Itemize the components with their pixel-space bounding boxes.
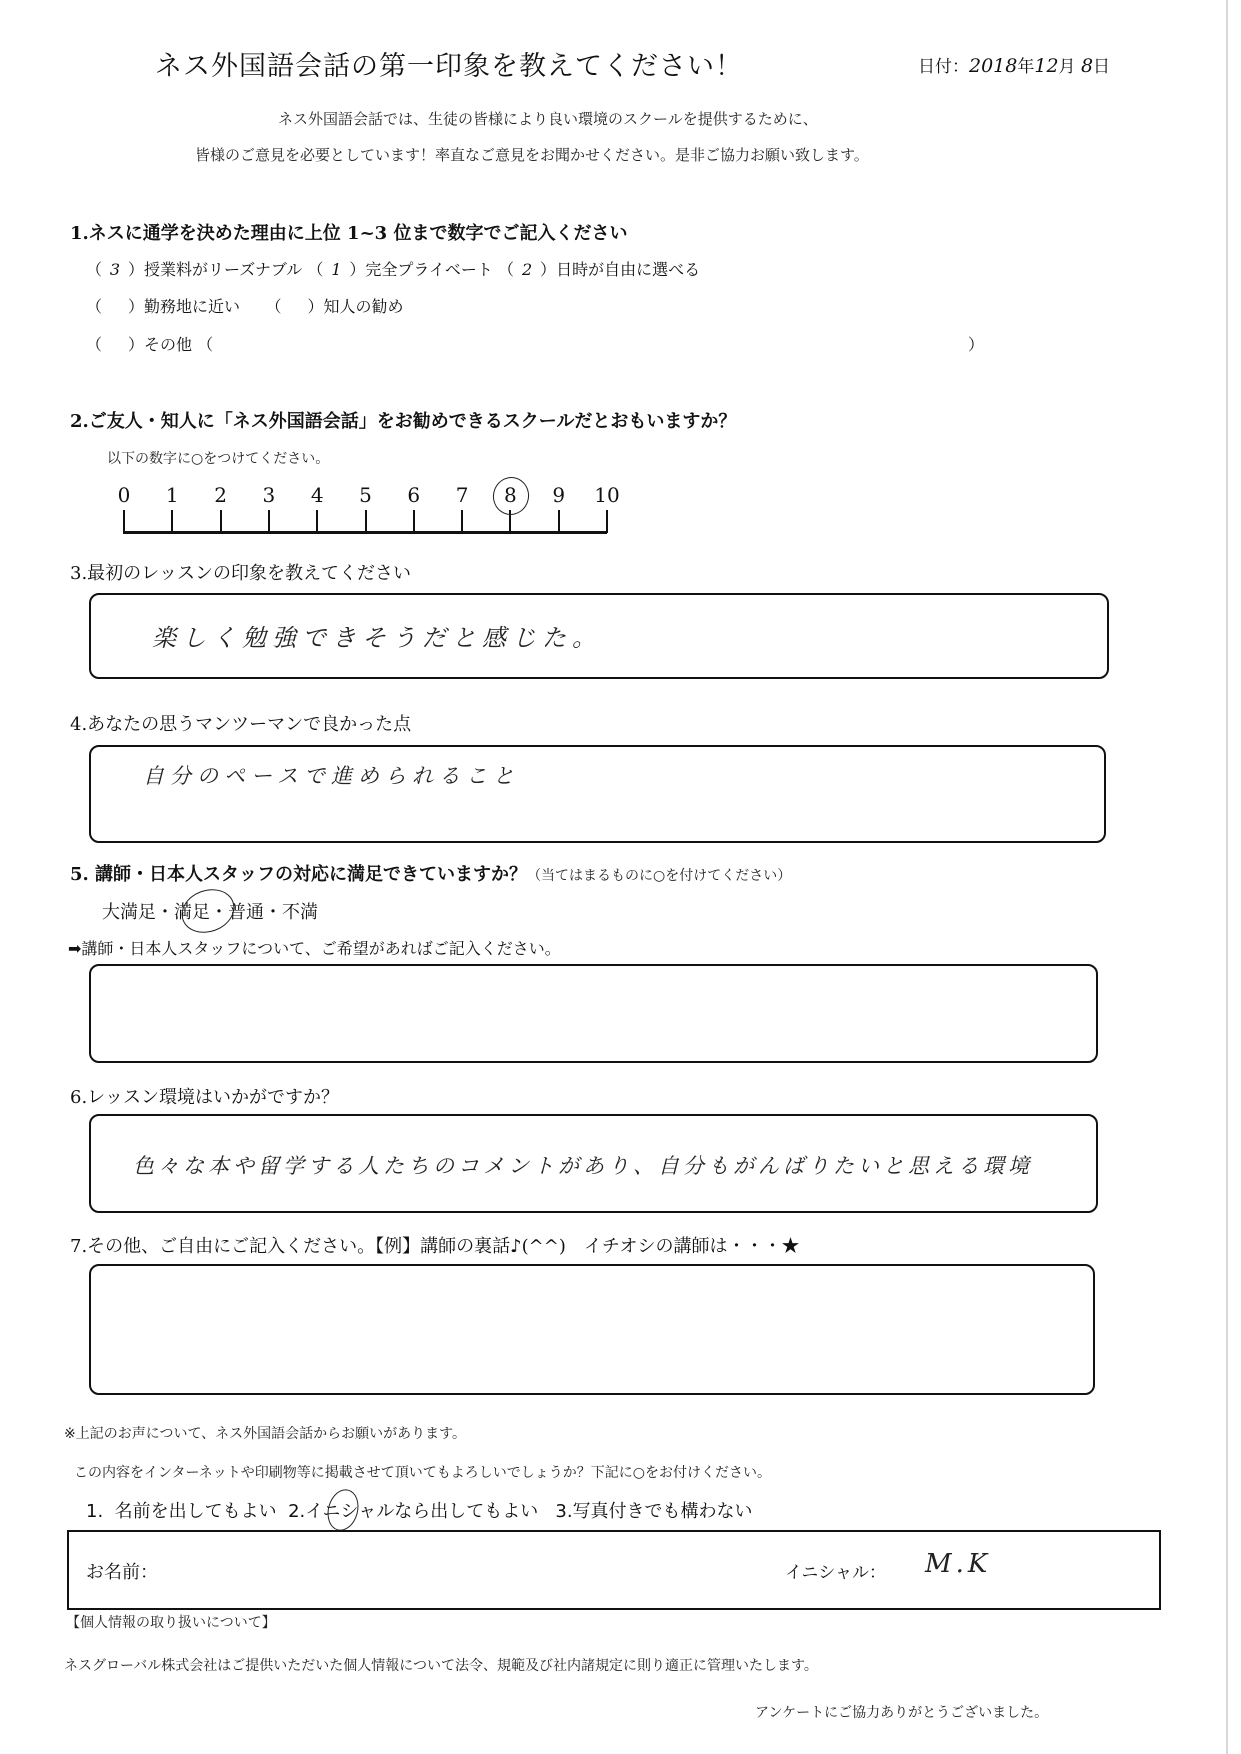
scale-tick — [606, 510, 608, 533]
scale-tick — [461, 510, 463, 533]
q5-choice-satisfied[interactable]: 満足 — [174, 902, 210, 923]
scale-number-0[interactable]: 0 — [117, 483, 131, 507]
scale-number-4[interactable]: 4 — [310, 483, 324, 507]
q6-title: 6.レッスン環境はいかがですか？ — [70, 1087, 339, 1108]
scale-number-10[interactable]: 10 — [594, 483, 620, 507]
q3-title: 3.最初のレッスンの印象を教えてください — [70, 563, 411, 584]
name-input[interactable] — [180, 1550, 680, 1584]
q5-title: 5. 講師・日本人スタッフの対応に満足できていますか？ — [70, 864, 528, 885]
q1-row-1 — [86, 257, 700, 280]
scale-number-9[interactable]: 9 — [552, 483, 566, 507]
q7-answer-box[interactable] — [89, 1264, 1095, 1395]
date-field[interactable] — [918, 52, 1110, 77]
scale-tick — [558, 510, 560, 533]
consent-selection-circle — [323, 1486, 363, 1534]
q1-title: 1.ネスに通学を決めた理由に上位 1~3 位まで数字でご記入ください — [70, 223, 628, 244]
q1-label-near-work: 勤務地に近い — [144, 297, 241, 316]
q1-label-other: その他 — [144, 335, 193, 354]
consent-option-num: 3. — [555, 1501, 573, 1522]
intro-line-2: 皆様のご意見を必要としています！率直なご意見をお聞かせください。是非ご協力お願い致します。 — [195, 146, 869, 164]
privacy-text: ネスグローバル株式会社はご提供いただいた個人情報について法令、規範及び社内諸規定に則り適正に管理いたします。 — [64, 1658, 818, 1674]
scale-tick — [171, 510, 173, 533]
q1-rank-reasonable[interactable]: 3 — [109, 260, 121, 279]
scale-number-8[interactable]: 8 — [504, 483, 517, 507]
q1-label-reasonable: 授業料がリーズナブル — [144, 260, 303, 279]
date-month-unit: 月 — [1058, 57, 1076, 77]
q5-note: （当てはまるものに○を付けてください） — [527, 868, 792, 884]
consent-options — [86, 1497, 753, 1523]
scan-edge-line — [1226, 0, 1228, 1754]
name-label: お名前： — [86, 1562, 158, 1583]
q1-rank-schedule[interactable]: 2 — [521, 260, 533, 279]
date-day-unit: 日 — [1093, 57, 1111, 77]
consent-option-label: イニシャルなら出してもよい — [305, 1501, 539, 1522]
q1-row-2 — [86, 294, 404, 317]
consent-option-num: 2. — [288, 1501, 306, 1522]
scale-tick — [220, 510, 222, 533]
scale-baseline — [123, 531, 607, 534]
q5-choice-dissatisfied[interactable]: 不満 — [282, 902, 318, 923]
consent-option-num: 1. — [86, 1501, 104, 1522]
scale-tick — [413, 510, 415, 533]
scale-tick — [268, 510, 270, 533]
scale-tick — [365, 510, 367, 533]
q5-followup-label: ➡講師・日本人スタッフについて、ご希望があればご記入ください。 — [68, 939, 561, 958]
q4-answer-text: 自分のペースで進められること — [143, 764, 520, 788]
consent-option-label: 名前を出してもよい — [114, 1501, 277, 1522]
page-title: ネス外国語会話の第一印象を教えてください！ — [155, 51, 743, 82]
q1-label-referral: 知人の勧め — [323, 297, 404, 316]
q3-answer-text: 楽しく勉強できそうだと感じた。 — [152, 624, 602, 652]
q5-selection-circle — [175, 882, 240, 940]
consent-option-photo[interactable] — [555, 1501, 752, 1522]
date-year: 2018 — [969, 55, 1018, 77]
scale-selection-circle — [490, 474, 533, 519]
q5-followup-box[interactable] — [89, 964, 1098, 1063]
q1-option-other[interactable]: （ ）その他 （ — [86, 335, 214, 354]
q4-title: 4.あなたの思うマンツーマンで良かった点 — [70, 714, 412, 735]
scale-number-6[interactable]: 6 — [407, 483, 421, 507]
thanks-message: アンケートにご協力ありがとうございました。 — [755, 1705, 1049, 1721]
scale-tick — [123, 510, 125, 533]
separator: ・ — [264, 902, 282, 923]
q2-title: 2.ご友人・知人に「ネス外国語会話」をお勧めできるスクールだとおもいますか？ — [70, 411, 737, 432]
intro-line-1: ネス外国語会話では、生徒の皆様により良い環境のスクールを提供するために、 — [278, 110, 818, 128]
date-label: 日付： — [918, 57, 969, 77]
initials-input[interactable]: M.K — [925, 1549, 992, 1579]
q1-other-close-paren: ） — [968, 335, 985, 354]
date-month: 12 — [1034, 55, 1059, 77]
scale-number-1[interactable]: 1 — [165, 483, 179, 507]
q1-rank-private[interactable]: 1 — [331, 260, 342, 279]
q1-option-schedule[interactable]: （ 2 ）日時が自由に選べる — [498, 260, 701, 279]
q1-other-input[interactable] — [215, 332, 955, 354]
scale-number-2[interactable]: 2 — [214, 483, 227, 507]
q6-answer-text: 色々な本や留学する人たちのコメントがあり、自分もがんばりたいと思える環境 — [133, 1154, 1033, 1178]
date-day: 8 — [1080, 55, 1094, 77]
scale-number-5[interactable]: 5 — [359, 483, 372, 507]
q1-option-near-work[interactable]: （ ）勤務地に近い — [86, 297, 241, 316]
separator: ・ — [156, 902, 174, 923]
consent-option-name[interactable] — [86, 1501, 277, 1522]
consent-option-initials[interactable] — [288, 1501, 538, 1522]
q5-choice-normal[interactable]: 普通 — [228, 902, 264, 923]
consent-option-label: 写真付きでも構わない — [572, 1501, 753, 1522]
scale-number-3[interactable]: 3 — [262, 483, 276, 507]
q1-row-3 — [86, 332, 213, 355]
q2-instruction: 以下の数字に○をつけてください。 — [107, 451, 330, 467]
date-year-unit: 年 — [1017, 57, 1035, 77]
q5-choice-very-satisfied[interactable]: 大満足 — [102, 902, 156, 923]
q1-option-reasonable[interactable]: （ 3 ）授業料がリーズナブル — [86, 260, 303, 279]
q1-option-private[interactable]: （ 1 ）完全プライベート — [307, 260, 493, 279]
q1-option-referral[interactable]: （ ）知人の勧め — [265, 297, 404, 316]
consent-question: この内容をインターネットや印刷物等に掲載させて頂いてもよろしいでしょうか？下記に○をお付けください。 — [74, 1465, 771, 1481]
scale-tick — [316, 510, 318, 533]
q1-label-schedule: 日時が自由に選べる — [556, 260, 701, 279]
q1-label-private: 完全プライベート — [365, 260, 493, 279]
initials-label: イニシャル： — [785, 1563, 886, 1583]
q1-other-open-paren: （ — [197, 335, 214, 354]
privacy-heading: 【個人情報の取り扱いについて】 — [66, 1615, 276, 1631]
separator: ・ — [210, 902, 228, 923]
q5-header — [70, 860, 791, 886]
q7-title: 7.その他、ご自由にご記入ください。【例】講師の裏話♪(^^) イチオシの講師は・・・★ — [70, 1236, 800, 1257]
consent-note: ※上記のお声について、ネス外国語会話からお願いがあります。 — [64, 1426, 467, 1442]
scale-number-7[interactable]: 7 — [455, 483, 469, 507]
